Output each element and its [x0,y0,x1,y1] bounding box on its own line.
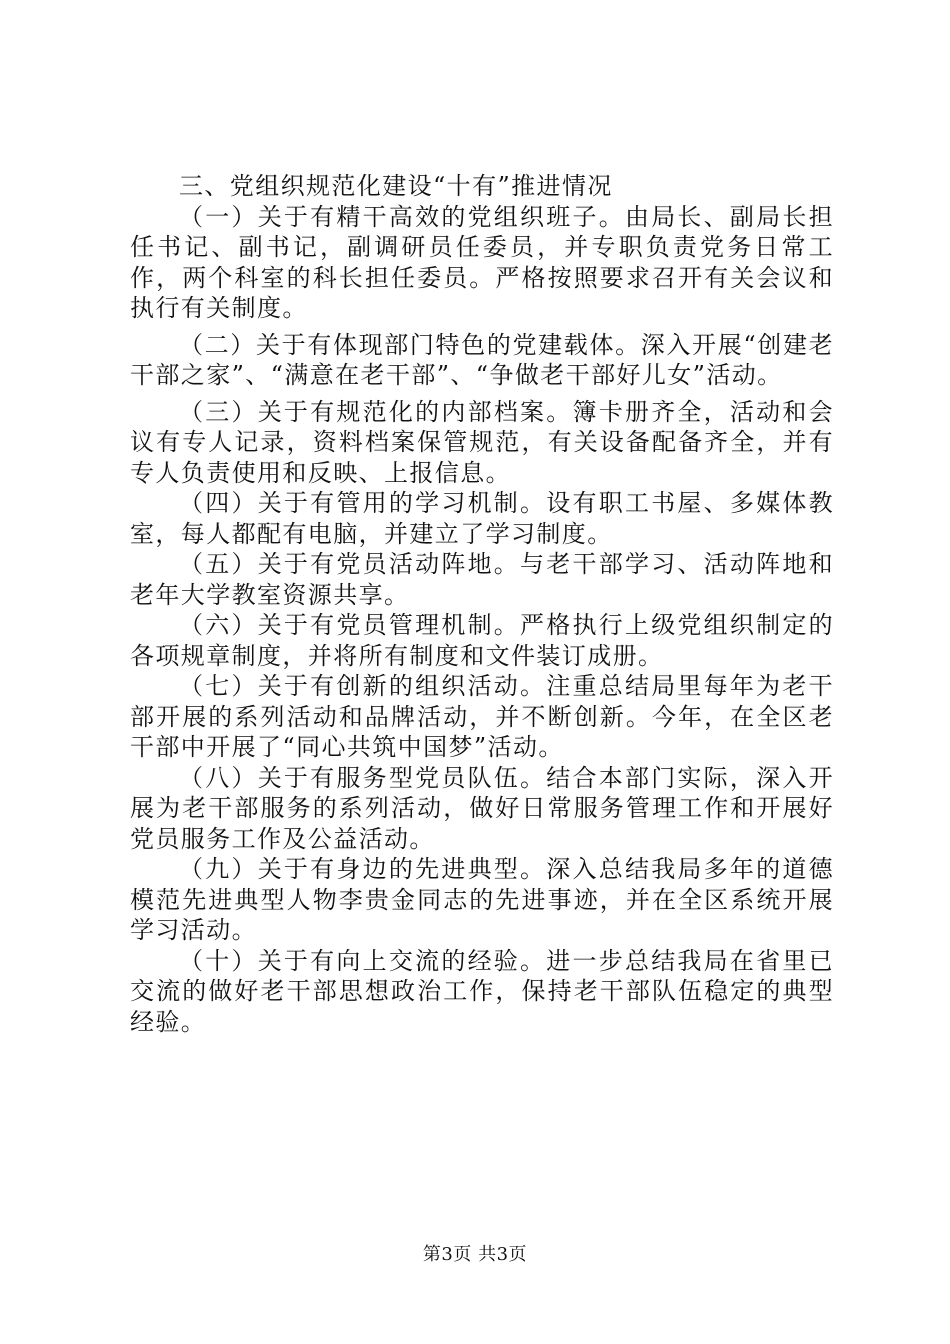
paragraph-9: （九）关于有身边的先进典型。深入总结我局多年的道德模范先进典型人物李贵金同志的先进事迹，并在全区系统开展学习活动。 [130,855,834,944]
paragraph-4: （四）关于有管用的学习机制。设有职工书屋、多媒体教室，每人都配有电脑，并建立了学习制度。 [130,489,834,548]
paragraph-7: （七）关于有创新的组织活动。注重总结局里每年为老干部开展的系列活动和品牌活动，并不断创新。今年，在全区老干部中开展了“同心共筑中国梦”活动。 [130,672,834,761]
paragraph-8: （八）关于有服务型党员队伍。结合本部门实际，深入开展为老干部服务的系列活动，做好日常服务管理工作和开展好党员服务工作及公益活动。 [130,763,834,853]
document-body [130,171,834,1037]
paragraph-10: （十）关于有向上交流的经验。进一步总结我局在省里已交流的做好老干部思想政治工作，保持老干部队伍稳定的典型经验。 [130,946,834,1036]
paragraph-2: （二）关于有体现部门特色的党建载体。深入开展“创建老干部之家”、“满意在老干部”、“争做老干部好儿女”活动。 [130,330,834,389]
page-number-footer: 第3页 共3页 [422,1244,528,1265]
paragraph-3: （三）关于有规范化的内部档案。簿卡册齐全，活动和会议有专人记录，资料档案保管规范，有关设备配备齐全，并有专人负责使用和反映、上报信息。 [130,397,834,487]
paragraph-5: （五）关于有党员活动阵地。与老干部学习、活动阵地和老年大学教室资源共享。 [130,550,834,609]
section-heading: 三、党组织规范化建设“十有”推进情况 [179,172,613,200]
paragraph-1: （一）关于有精干高效的党组织班子。由局长、副局长担任书记、副书记，副调研员任委员，并专职负责党务日常工作，两个科室的科长担任委员。严格按照要求召开有关会议和执行有关制度。 [130,202,834,322]
paragraph-6: （六）关于有党员管理机制。严格执行上级党组织制定的各项规章制度，并将所有制度和文件装订成册。 [130,611,834,670]
